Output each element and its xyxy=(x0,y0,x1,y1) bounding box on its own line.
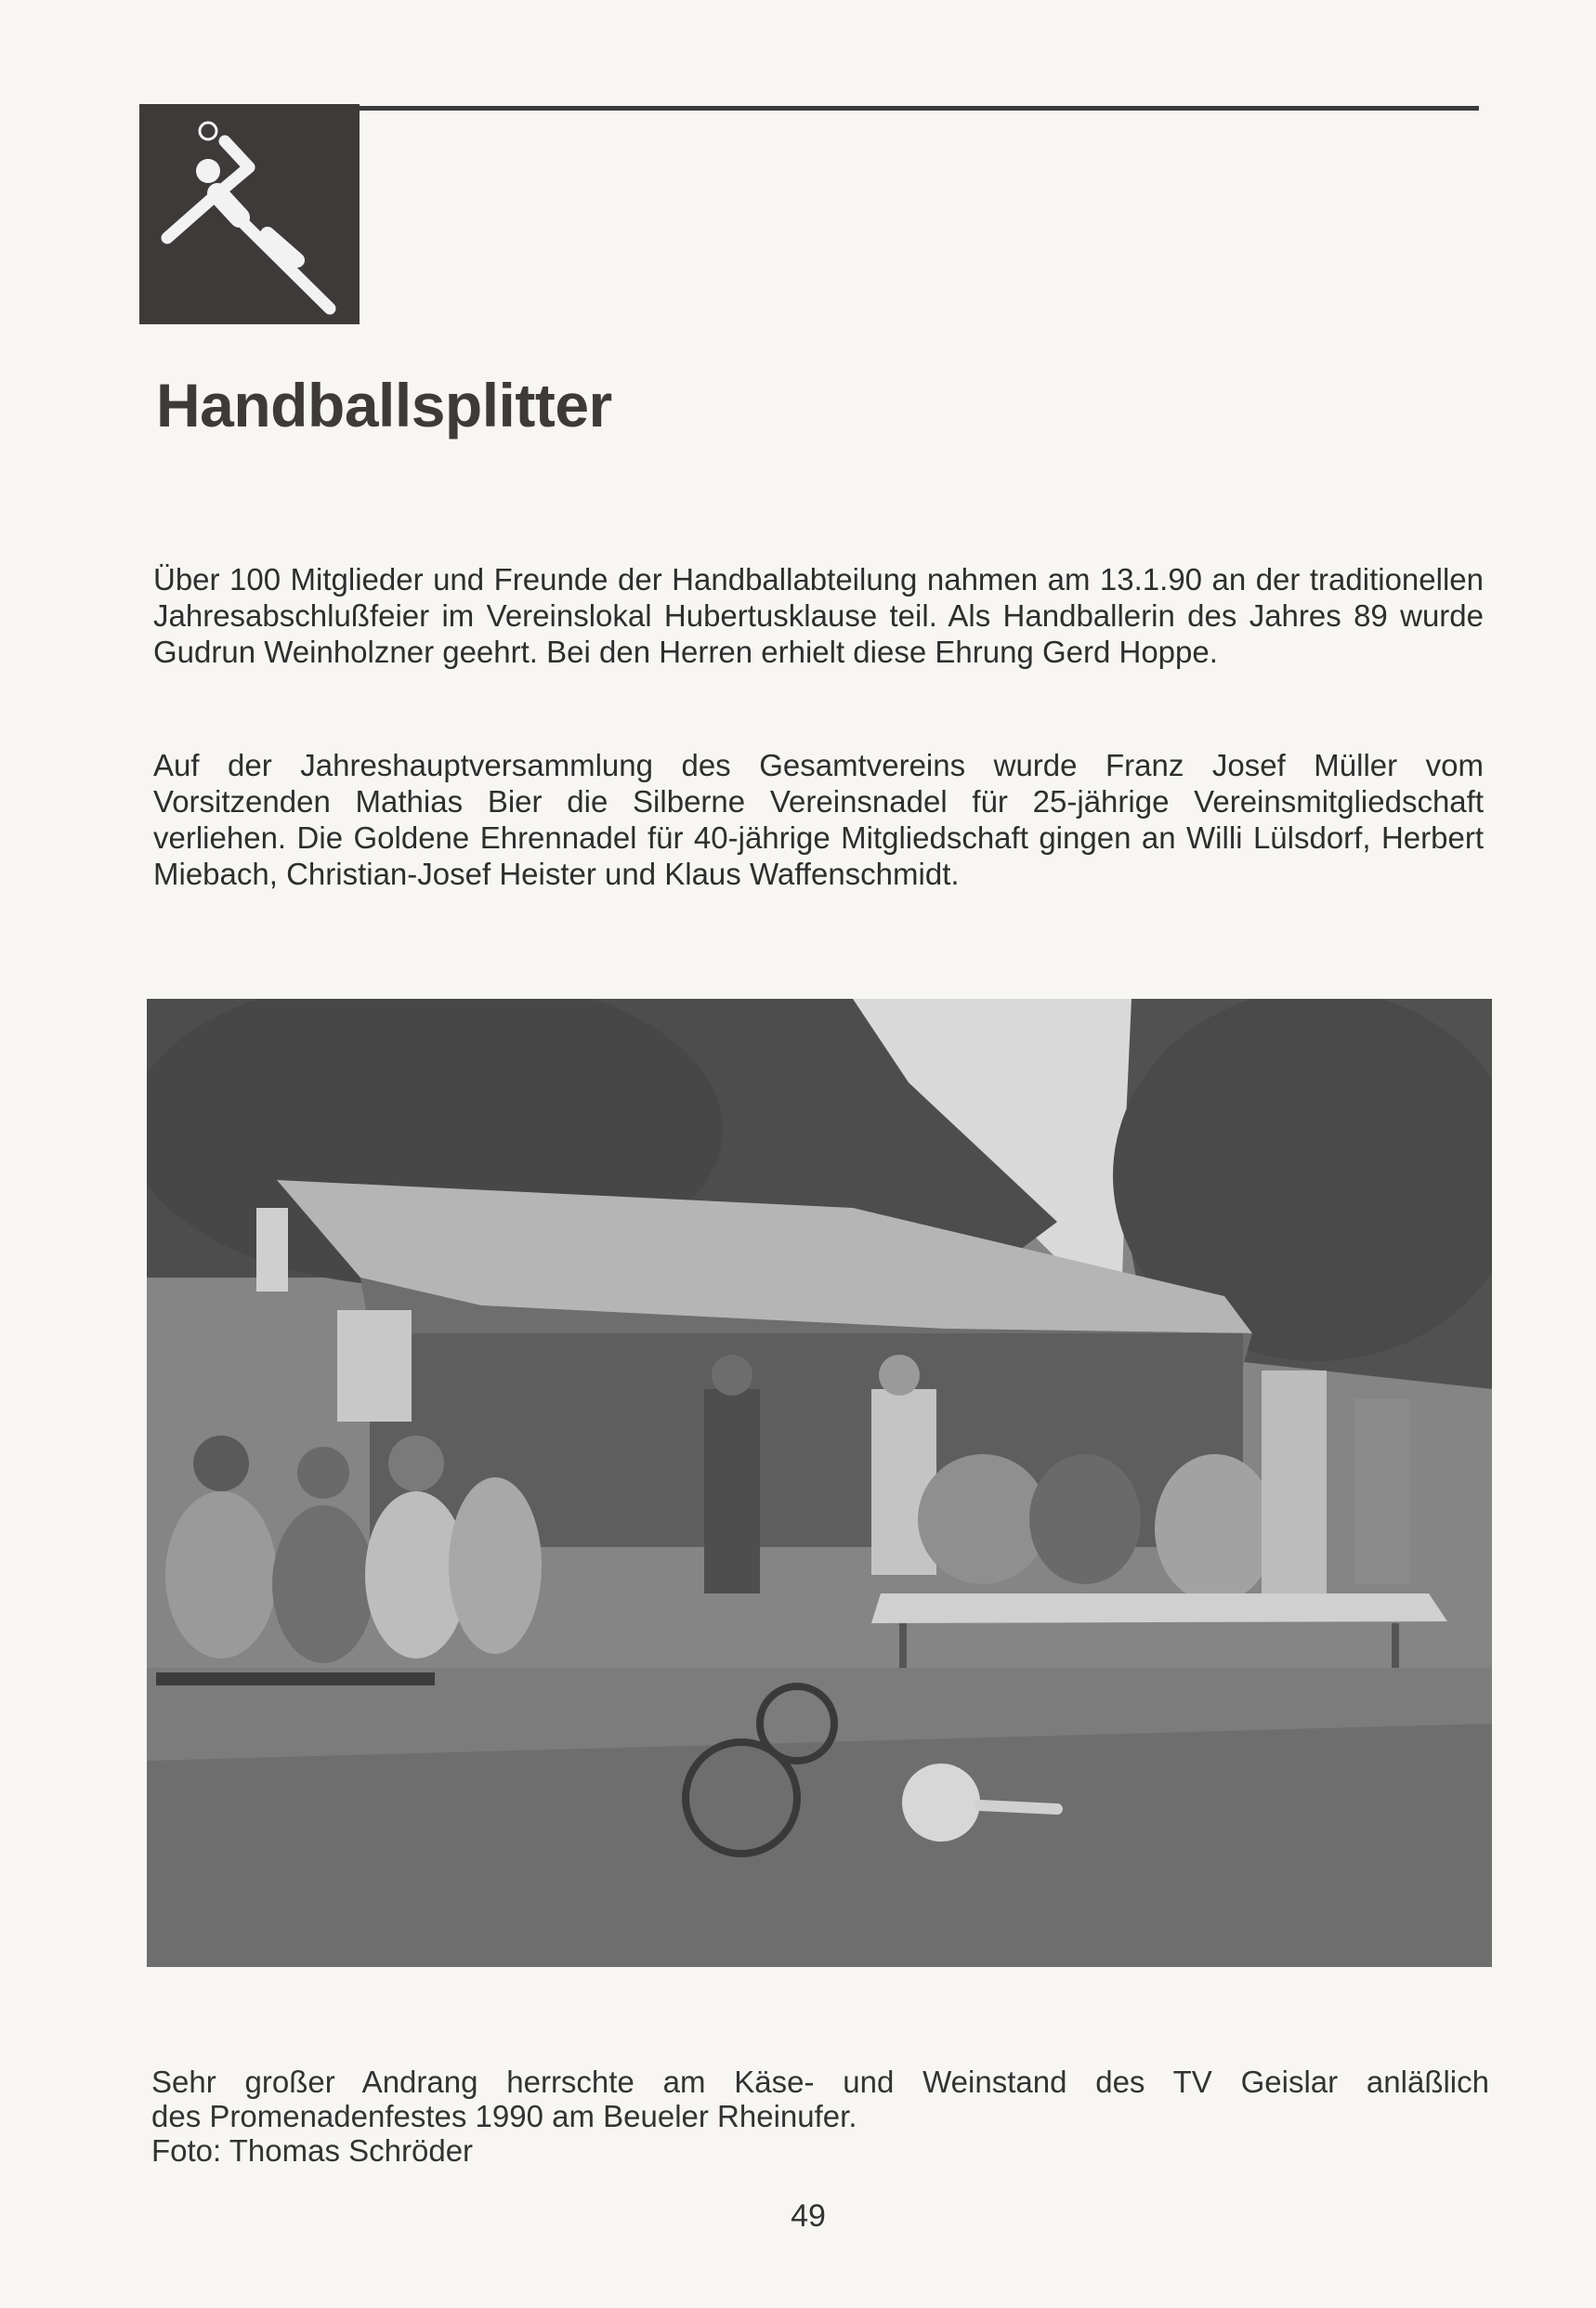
caption-line: Sehr großer Andrang herrschte am Käse- und Weinstand des TV Geislar anläßlich xyxy=(151,2065,1489,2099)
handball-player-icon xyxy=(139,104,360,324)
article-title: Handballsplitter xyxy=(156,371,612,439)
caption-line: des Promenadenfestes 1990 am Beueler Rheinufer. xyxy=(151,2099,857,2133)
page-number: 49 xyxy=(791,2198,826,2234)
article-paragraph: Über 100 Mitglieder und Freunde der Handballabteilung nahmen am 13.1.90 an der traditionellen Jahresabschlußfeier im Vereinslokal Hubertusklause teil. Als Handballerin des Jahres 89 wurde Gudrun Weinholzner geehrt. Bei den Herren erhielt diese Ehrung Gerd Hoppe. xyxy=(153,562,1484,669)
article-paragraph: Auf der Jahreshauptversammlung des Gesamtvereins wurde Franz Josef Müller vom Vorsitzenden Mathias Bier die Silberne Vereinsnadel für 25-jährige Vereinsmitgliedschaft verliehen. Die Goldene Ehrennadel für 40-jährige Mitgliedschaft gingen an Willi Lülsdorf, Herbert Miebach, Christian-Josef Heister und Klaus Waffenschmidt. xyxy=(153,748,1484,891)
festival-photo xyxy=(147,999,1492,1967)
header-rule xyxy=(358,106,1479,111)
photo-caption xyxy=(151,2065,1489,2168)
photo-credit: Foto: Thomas Schröder xyxy=(151,2133,474,2168)
